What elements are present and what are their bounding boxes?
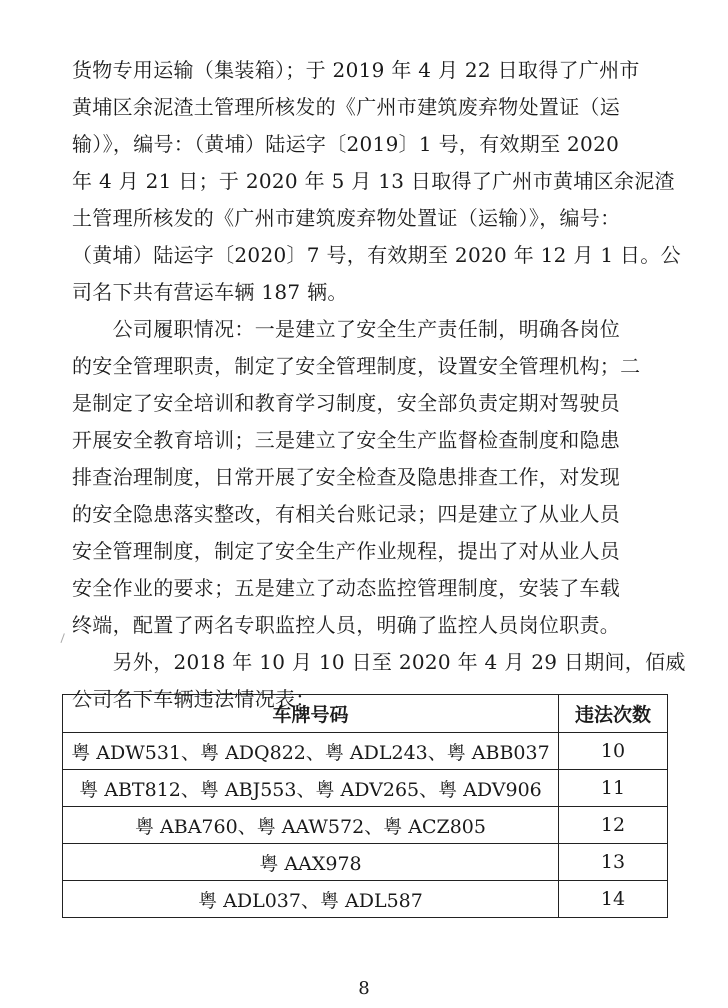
scan-mark bbox=[60, 633, 69, 644]
body-line: （黄埔）陆运字〔2020〕7 号，有效期至 2020 年 12 月 1 日。公 bbox=[72, 243, 681, 267]
count-cell: 14 bbox=[558, 881, 667, 918]
body-line: 货物专用运输（集装箱）；于 2019 年 4 月 22 日取得了广州市 bbox=[72, 58, 640, 82]
body-line: 土管理所核发的《广州市建筑废弃物处置证（运输）》，编号： bbox=[72, 206, 621, 230]
table-row bbox=[63, 807, 668, 844]
body-line: 输）》，编号：（黄埔）陆运字〔2019〕1 号，有效期至 2020 bbox=[72, 132, 620, 156]
page-number: 8 bbox=[358, 978, 370, 999]
body-line: 安全管理制度，制定了安全生产作业规程，提出了对从业人员 bbox=[72, 539, 621, 563]
body-line: 安全作业的要求；五是建立了动态监控管理制度，安装了车载 bbox=[72, 576, 621, 600]
plate-cell: 粤 ABA760、粤 AAW572、粤 ACZ805 bbox=[63, 807, 559, 844]
header-violation-count: 违法次数 bbox=[558, 695, 667, 733]
count-cell: 10 bbox=[558, 733, 667, 770]
body-line: 黄埔区余泥渣土管理所核发的《广州市建筑废弃物处置证（运 bbox=[72, 95, 621, 119]
table-row bbox=[63, 733, 668, 770]
plate-cell: 粤 ADW531、粤 ADQ822、粤 ADL243、粤 ABB037 bbox=[63, 733, 559, 770]
count-cell: 11 bbox=[558, 770, 667, 807]
table-header-row bbox=[63, 695, 668, 733]
plate-cell: 粤 ABT812、粤 ABJ553、粤 ADV265、粤 ADV906 bbox=[63, 770, 559, 807]
table-row bbox=[63, 881, 668, 918]
header-plate-number: 车牌号码 bbox=[63, 695, 559, 733]
body-line: 公司履职情况：一是建立了安全生产责任制，明确各岗位 bbox=[72, 317, 621, 341]
body-line: 的安全管理职责，制定了安全管理制度，设置安全管理机构；二 bbox=[72, 354, 641, 378]
body-line: 开展安全教育培训；三是建立了安全生产监督检查制度和隐患 bbox=[72, 428, 621, 452]
count-cell: 13 bbox=[558, 844, 667, 881]
table-row bbox=[63, 770, 668, 807]
body-line: 排查治理制度，日常开展了安全检查及隐患排查工作，对发现 bbox=[72, 465, 621, 489]
count-cell: 12 bbox=[558, 807, 667, 844]
body-line: 司名下共有营运车辆 187 辆。 bbox=[72, 280, 348, 304]
body-line: 的安全隐患落实整改，有相关台账记录；四是建立了从业人员 bbox=[72, 502, 621, 526]
plate-cell: 粤 AAX978 bbox=[63, 844, 559, 881]
table-row bbox=[63, 844, 668, 881]
plate-cell: 粤 ADL037、粤 ADL587 bbox=[63, 881, 559, 918]
body-line: 是制定了安全培训和教育学习制度，安全部负责定期对驾驶员 bbox=[72, 391, 621, 415]
body-line: 年 4 月 21 日；于 2020 年 5 月 13 日取得了广州市黄埔区余泥渣 bbox=[72, 169, 675, 193]
body-line: 另外，2018 年 10 月 10 日至 2020 年 4 月 29 日期间，佰威 bbox=[72, 650, 686, 674]
body-line: 终端，配置了两名专职监控人员，明确了监控人员岗位职责。 bbox=[72, 613, 621, 637]
violation-table bbox=[62, 694, 668, 918]
body-line: 公司名下车辆违法情况表： bbox=[72, 687, 316, 711]
